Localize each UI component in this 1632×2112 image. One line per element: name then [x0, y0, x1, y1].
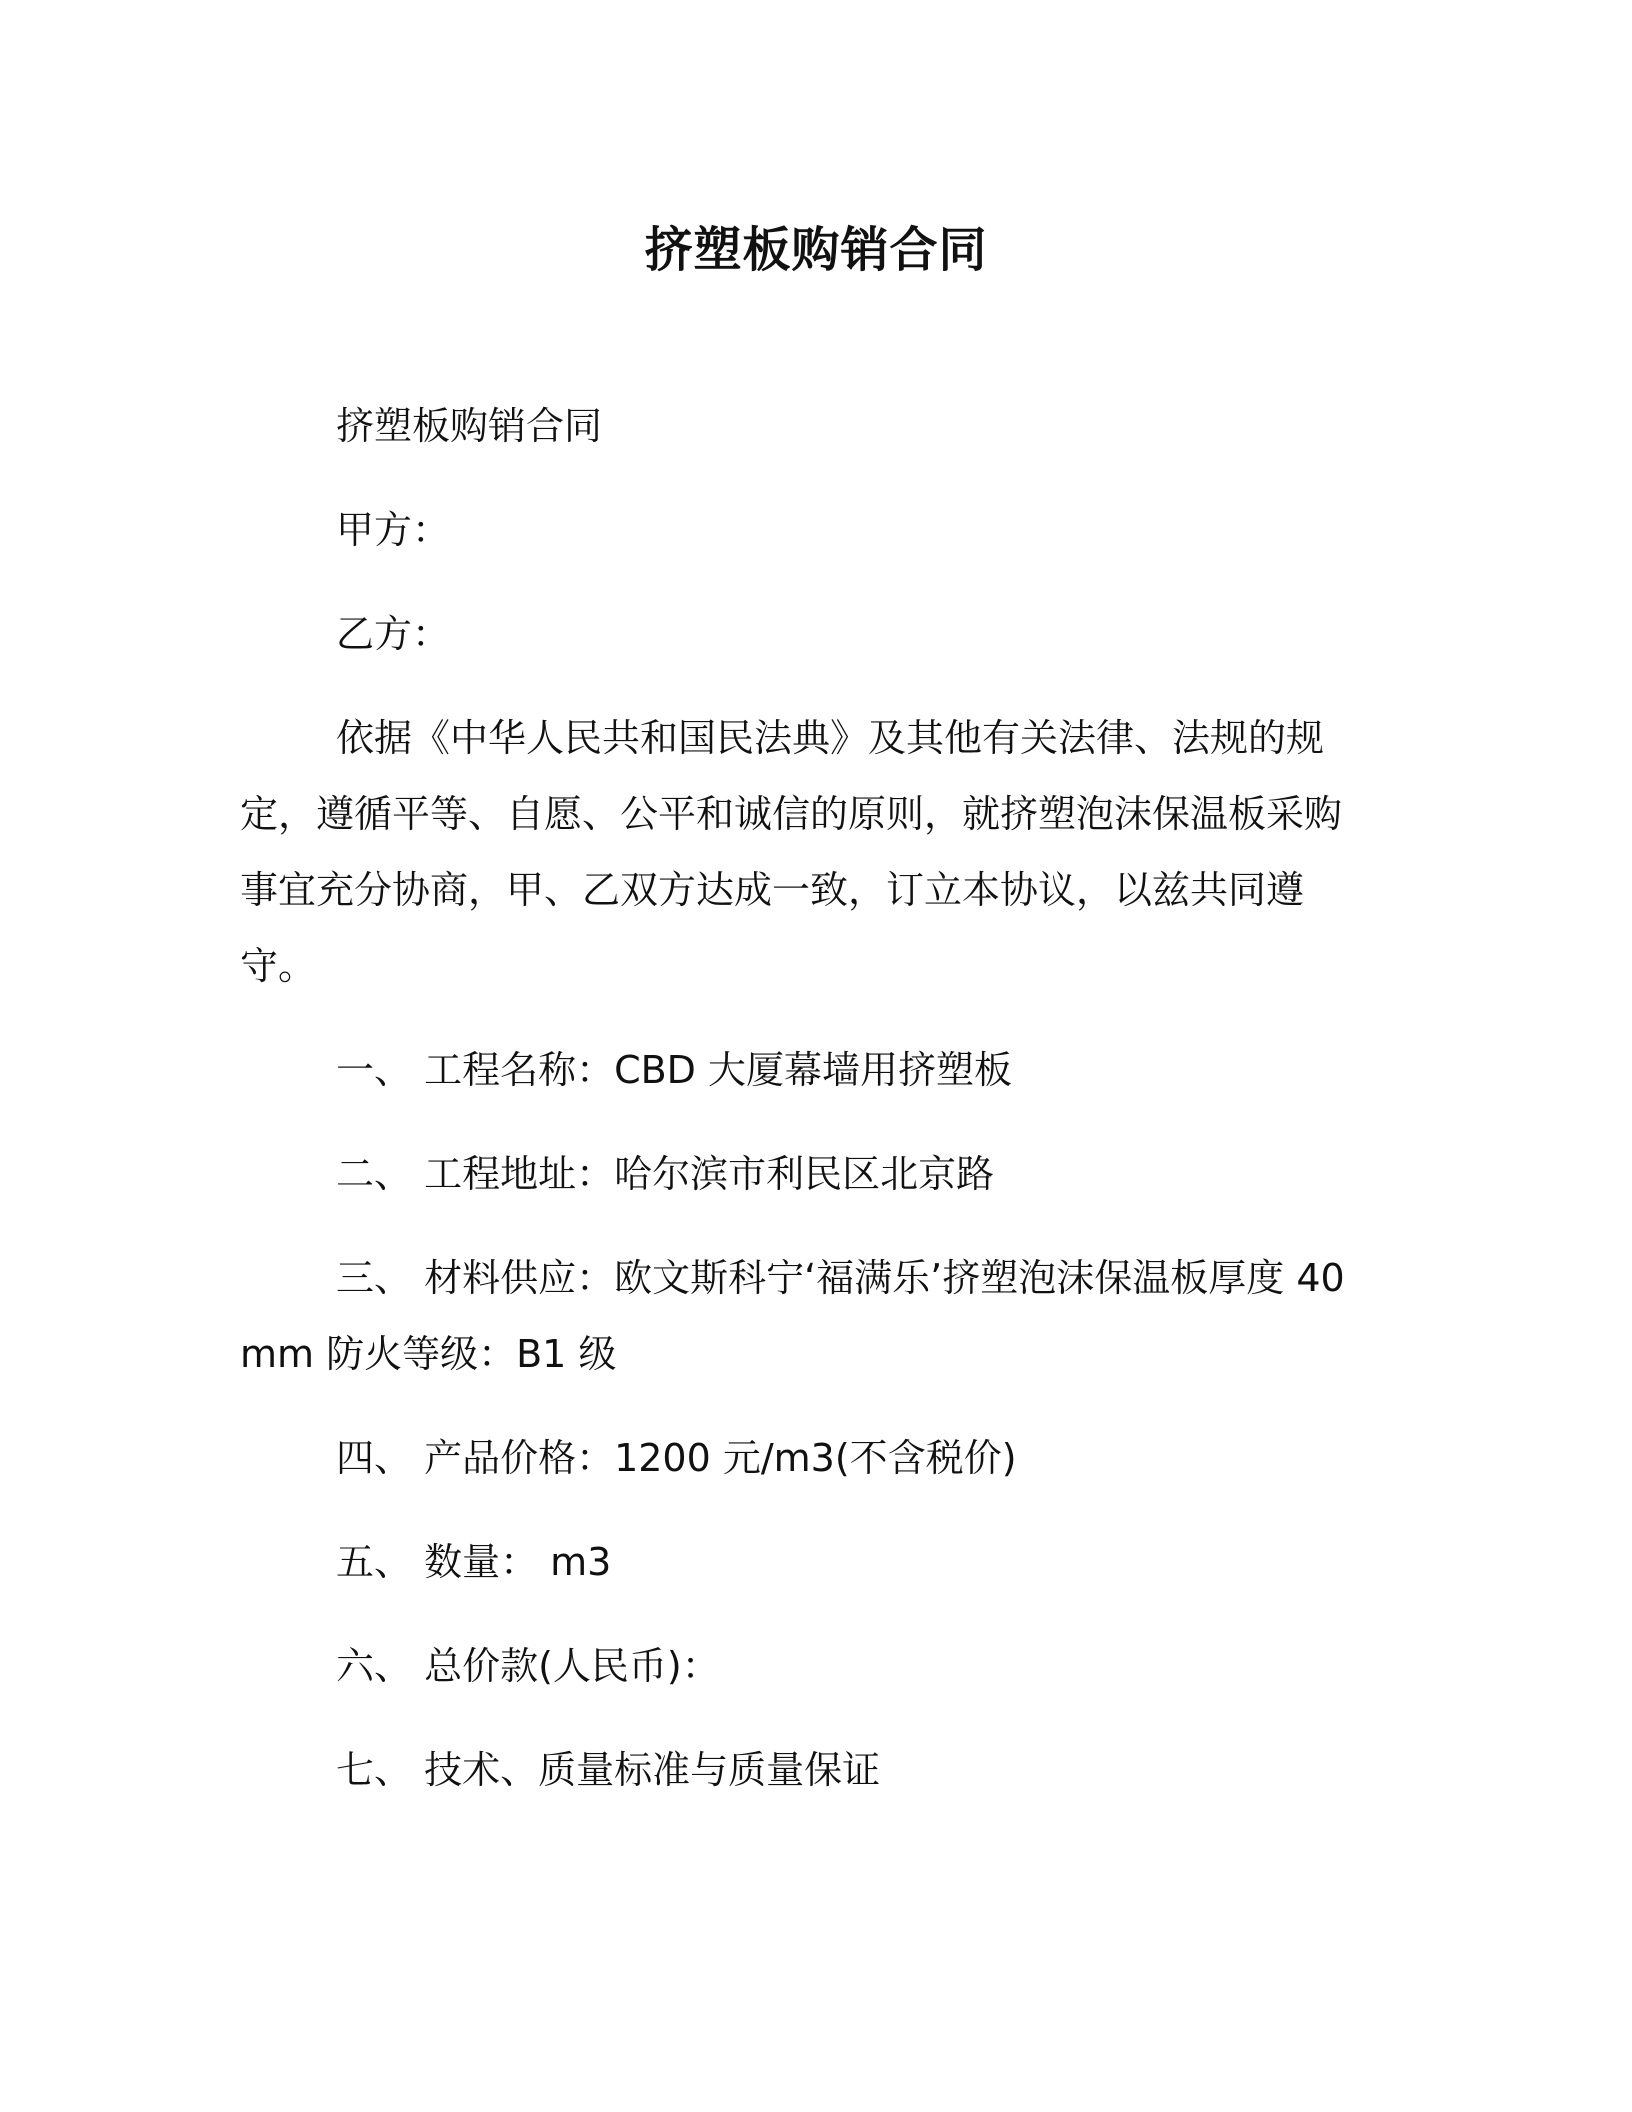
paragraph-party-b: 乙方： — [336, 612, 451, 656]
paragraph-quality-standard: 七、 技术、质量标准与质量保证 — [336, 1748, 881, 1792]
paragraph-material-supply: 三、 材料供应：欧文斯科宁‘福满乐’挤塑泡沫保温板厚度 40mm 防火等级：B1 级 — [240, 1256, 1345, 1376]
document-body — [240, 388, 1370, 1836]
paragraph-quantity: 五、 数量： m3 — [336, 1540, 612, 1584]
document-title: 挤塑板购销合同 — [644, 222, 988, 278]
paragraph-party-a: 甲方： — [336, 508, 451, 552]
paragraph-total-price: 六、 总价款(人民币)： — [336, 1644, 720, 1688]
paragraph-product-price: 四、 产品价格：1200 元/m3(不含税价) — [336, 1436, 1017, 1480]
paragraph-project-address: 二、 工程地址：哈尔滨市利民区北京路 — [336, 1152, 995, 1196]
paragraph-preamble: 依据《中华人民共和国民法典》及其他有关法律、法规的规定，遵循平等、自愿、公平和诚信的原则，就挤塑泡沫保温板采购事宜充分协商，甲、乙双方达成一致，订立本协议，以兹共同遵守。 — [240, 716, 1343, 988]
paragraph-contract-name: 挤塑板购销合同 — [336, 404, 603, 448]
paragraph-project-name: 一、 工程名称：CBD 大厦幕墙用挤塑板 — [336, 1048, 1013, 1092]
